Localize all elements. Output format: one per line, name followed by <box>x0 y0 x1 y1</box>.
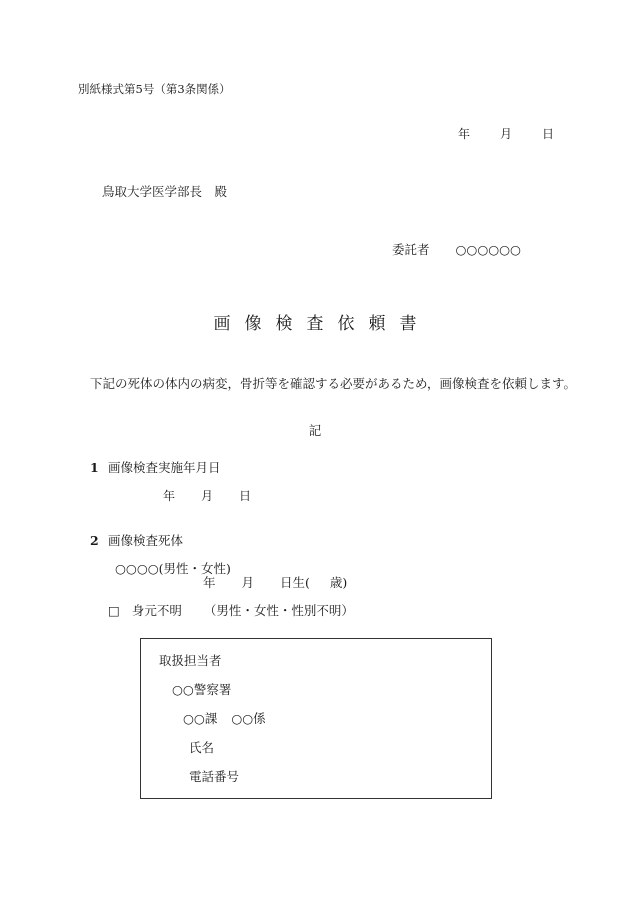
requester-label: 委託者 <box>392 242 430 257</box>
ki-heading: 記 <box>308 423 322 438</box>
division: ○○課 <box>183 711 218 726</box>
police-station: ○○警察署 <box>172 682 232 697</box>
identity-unknown-options: （男性・女性・性別不明） <box>203 603 354 618</box>
section: ○○係 <box>231 711 266 726</box>
document-title: 画像検査依頼書 <box>213 314 431 334</box>
deceased-birth-line <box>203 577 347 590</box>
exam-date-year: 年 <box>163 489 176 503</box>
birth-month: 月 <box>241 575 255 590</box>
division-section <box>183 713 266 726</box>
requester <box>392 244 521 257</box>
exam-date-month: 月 <box>201 489 214 503</box>
addressee: 鳥取大学医学部長 殿 <box>102 184 228 199</box>
header-date-month: 月 <box>499 127 512 141</box>
identity-unknown-checkbox[interactable]: □ <box>108 603 120 618</box>
officer-box-title: 取扱担当者 <box>159 653 222 668</box>
exam-date <box>163 490 251 502</box>
birth-year: 年 <box>203 575 216 590</box>
item-label: 画像検査死体 <box>108 533 184 548</box>
officer-name-label: 氏名 <box>189 740 215 755</box>
identity-unknown-line <box>108 605 354 618</box>
form-number: 別紙様式第5号（第3条関係） <box>78 82 231 96</box>
exam-date-day: 日 <box>239 489 252 503</box>
age-suffix: 歳) <box>329 575 348 590</box>
requester-name: ○○○○○○ <box>455 242 521 257</box>
header-date-year: 年 <box>457 127 470 141</box>
deceased-name-line: ○○○○(男性・女性) <box>115 561 231 576</box>
item-deceased <box>90 535 183 548</box>
officer-phone-label: 電話番号 <box>189 769 240 784</box>
birth-day: 日生( <box>280 575 310 590</box>
item-label: 画像検査実施年月日 <box>108 460 221 475</box>
item-number: 1 <box>90 460 99 475</box>
header-date <box>458 128 554 140</box>
header-date-day: 日 <box>541 127 554 141</box>
request-body-text: 下記の死体の体内の病変，骨折等を確認する必要があるため，画像検査を依頼します。 <box>90 376 577 391</box>
identity-unknown-label: 身元不明 <box>131 603 182 618</box>
item-number: 2 <box>90 533 99 548</box>
item-exam-date <box>90 462 221 475</box>
